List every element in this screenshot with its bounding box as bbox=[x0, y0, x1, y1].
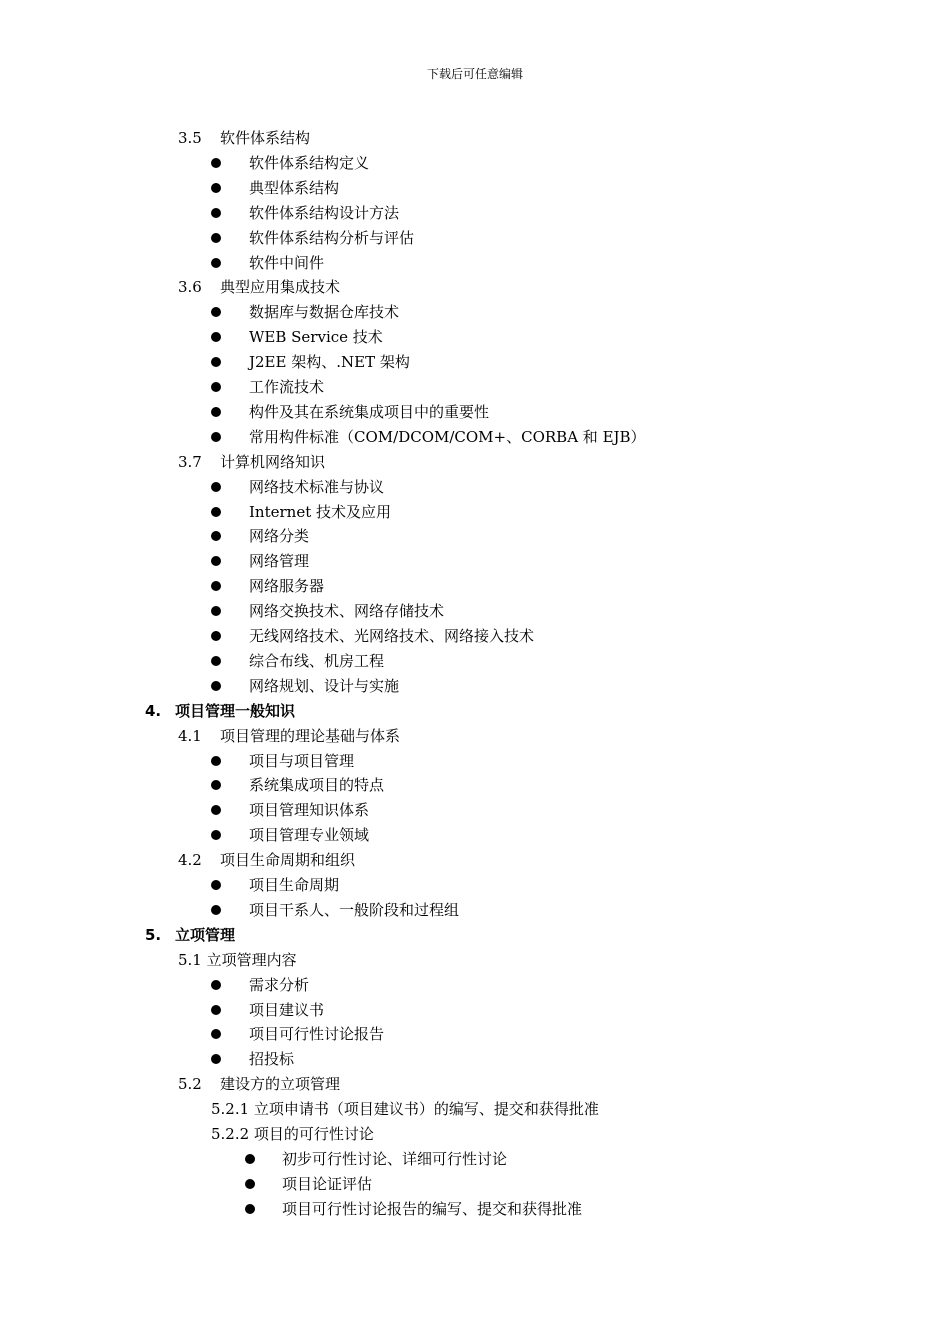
bullet-dot-icon bbox=[211, 1005, 221, 1015]
bullet-text: 招投标 bbox=[249, 1050, 295, 1069]
bullet-dot-icon bbox=[211, 357, 221, 367]
subsection-number: 3.6 bbox=[178, 278, 202, 297]
subsection-number: 4.2 bbox=[178, 851, 202, 870]
bullet-dot-icon bbox=[211, 307, 221, 317]
bullet-text: 网络服务器 bbox=[249, 577, 325, 596]
bullet-text: 项目管理知识体系 bbox=[249, 801, 370, 820]
bullet-dot-icon bbox=[211, 482, 221, 492]
bullet-dot-icon bbox=[245, 1154, 255, 1164]
subsection-heading bbox=[178, 849, 355, 871]
bullet-dot-icon bbox=[211, 1029, 221, 1039]
bullet-text: 网络分类 bbox=[249, 527, 310, 546]
subsection-number: 4.1 bbox=[178, 726, 202, 745]
bullet-dot-icon bbox=[211, 556, 221, 566]
section-number: 4. bbox=[145, 701, 162, 720]
section-title: 项目管理一般知识 bbox=[175, 701, 296, 720]
bullet-dot-icon bbox=[211, 432, 221, 442]
bullet-dot-icon bbox=[211, 382, 221, 392]
subsection-heading bbox=[178, 1073, 340, 1095]
bullet-text: 数据库与数据仓库技术 bbox=[249, 303, 400, 322]
bullet-text: 项目可行性讨论报告 bbox=[249, 1025, 385, 1044]
subsection-heading bbox=[178, 276, 340, 298]
bullet-text: 常用构件标准（COM/DCOM/COM+、CORBA 和 EJB） bbox=[249, 427, 646, 446]
bullet-dot-icon bbox=[211, 756, 221, 766]
bullet-text: 项目建议书 bbox=[249, 1000, 325, 1019]
bullet-text: 网络管理 bbox=[249, 552, 310, 571]
bullet-dot-icon bbox=[211, 681, 221, 691]
subsection-title: 项目管理的理论基础与体系 bbox=[220, 726, 401, 745]
bullet-text: 项目管理专业领域 bbox=[249, 826, 370, 845]
bullet-text: 项目生命周期 bbox=[249, 876, 340, 894]
page-header: 下载后可任意编辑 bbox=[426, 67, 523, 81]
bullet-dot-icon bbox=[211, 805, 221, 815]
subsection-title: 计算机网络知识 bbox=[220, 452, 326, 471]
bullet-text: 项目论证评估 bbox=[282, 1174, 373, 1193]
bullet-text: 初步可行性讨论、详细可行性讨论 bbox=[282, 1149, 508, 1168]
bullet-dot-icon bbox=[211, 407, 221, 417]
section-title: 立项管理 bbox=[175, 925, 236, 944]
section-heading bbox=[145, 924, 235, 946]
bullet-dot-icon bbox=[211, 233, 221, 243]
subsection-heading bbox=[178, 725, 400, 747]
bullet-text: Internet 技术及应用 bbox=[249, 502, 391, 521]
subsection-heading: 5.1 立项管理内容 bbox=[178, 950, 297, 969]
sub-subsection-heading: 5.2.1 立项申请书（项目建议书）的编写、提交和获得批准 bbox=[211, 1100, 599, 1119]
bullet-text: 软件体系结构定义 bbox=[249, 153, 370, 172]
bullet-text: 项目可行性讨论报告的编写、提交和获得批准 bbox=[282, 1199, 583, 1218]
bullet-text: 典型体系结构 bbox=[249, 178, 340, 197]
bullet-text: 软件体系结构设计方法 bbox=[249, 203, 400, 222]
subsection-heading bbox=[178, 451, 325, 473]
bullet-text: 无线网络技术、光网络技术、网络接入技术 bbox=[249, 627, 535, 645]
bullet-dot-icon bbox=[245, 1204, 255, 1214]
bullet-text: 项目干系人、一般阶段和过程组 bbox=[249, 900, 460, 919]
subsection-title: 建设方的立项管理 bbox=[220, 1075, 341, 1094]
bullet-dot-icon bbox=[211, 905, 221, 915]
bullet-dot-icon bbox=[211, 258, 221, 268]
bullet-text: 软件中间件 bbox=[249, 253, 325, 272]
bullet-dot-icon bbox=[211, 606, 221, 616]
bullet-dot-icon bbox=[211, 158, 221, 168]
bullet-text: 项目与项目管理 bbox=[249, 751, 355, 770]
bullet-text: WEB Service 技术 bbox=[249, 328, 383, 347]
subsection-title: 软件体系结构 bbox=[220, 129, 311, 147]
bullet-text: 系统集成项目的特点 bbox=[249, 776, 385, 795]
bullet-dot-icon bbox=[211, 208, 221, 218]
bullet-dot-icon bbox=[211, 581, 221, 591]
subsection-number: 3.7 bbox=[178, 452, 202, 471]
section-number: 5. bbox=[145, 925, 162, 944]
bullet-dot-icon bbox=[211, 531, 221, 541]
bullet-dot-icon bbox=[211, 980, 221, 990]
bullet-text: J2EE 架构、.NET 架构 bbox=[249, 353, 410, 372]
bullet-dot-icon bbox=[211, 1054, 221, 1064]
subsection-number: 5.2 bbox=[178, 1075, 202, 1094]
bullet-text: 网络技术标准与协议 bbox=[249, 477, 385, 496]
bullet-text: 工作流技术 bbox=[249, 378, 325, 396]
bullet-text: 网络规划、设计与实施 bbox=[249, 676, 400, 695]
bullet-dot-icon bbox=[211, 332, 221, 342]
section-heading bbox=[145, 700, 295, 722]
bullet-dot-icon bbox=[211, 830, 221, 840]
bullet-dot-icon bbox=[245, 1179, 255, 1189]
bullet-text: 综合布线、机房工程 bbox=[249, 651, 385, 670]
bullet-dot-icon bbox=[211, 780, 221, 790]
bullet-dot-icon bbox=[211, 631, 221, 641]
bullet-dot-icon bbox=[211, 183, 221, 193]
bullet-dot-icon bbox=[211, 507, 221, 517]
subsection-heading bbox=[178, 127, 310, 149]
bullet-text: 需求分析 bbox=[249, 975, 310, 994]
bullet-text: 软件体系结构分析与评估 bbox=[249, 228, 415, 247]
bullet-text: 网络交换技术、网络存储技术 bbox=[249, 602, 445, 621]
subsection-title: 典型应用集成技术 bbox=[220, 278, 341, 297]
subsection-number: 3.5 bbox=[178, 129, 202, 147]
sub-subsection-heading: 5.2.2 项目的可行性讨论 bbox=[211, 1125, 374, 1143]
bullet-text: 构件及其在系统集成项目中的重要性 bbox=[249, 402, 490, 421]
bullet-dot-icon bbox=[211, 880, 221, 890]
subsection-title: 项目生命周期和组织 bbox=[220, 851, 356, 870]
bullet-dot-icon bbox=[211, 656, 221, 666]
